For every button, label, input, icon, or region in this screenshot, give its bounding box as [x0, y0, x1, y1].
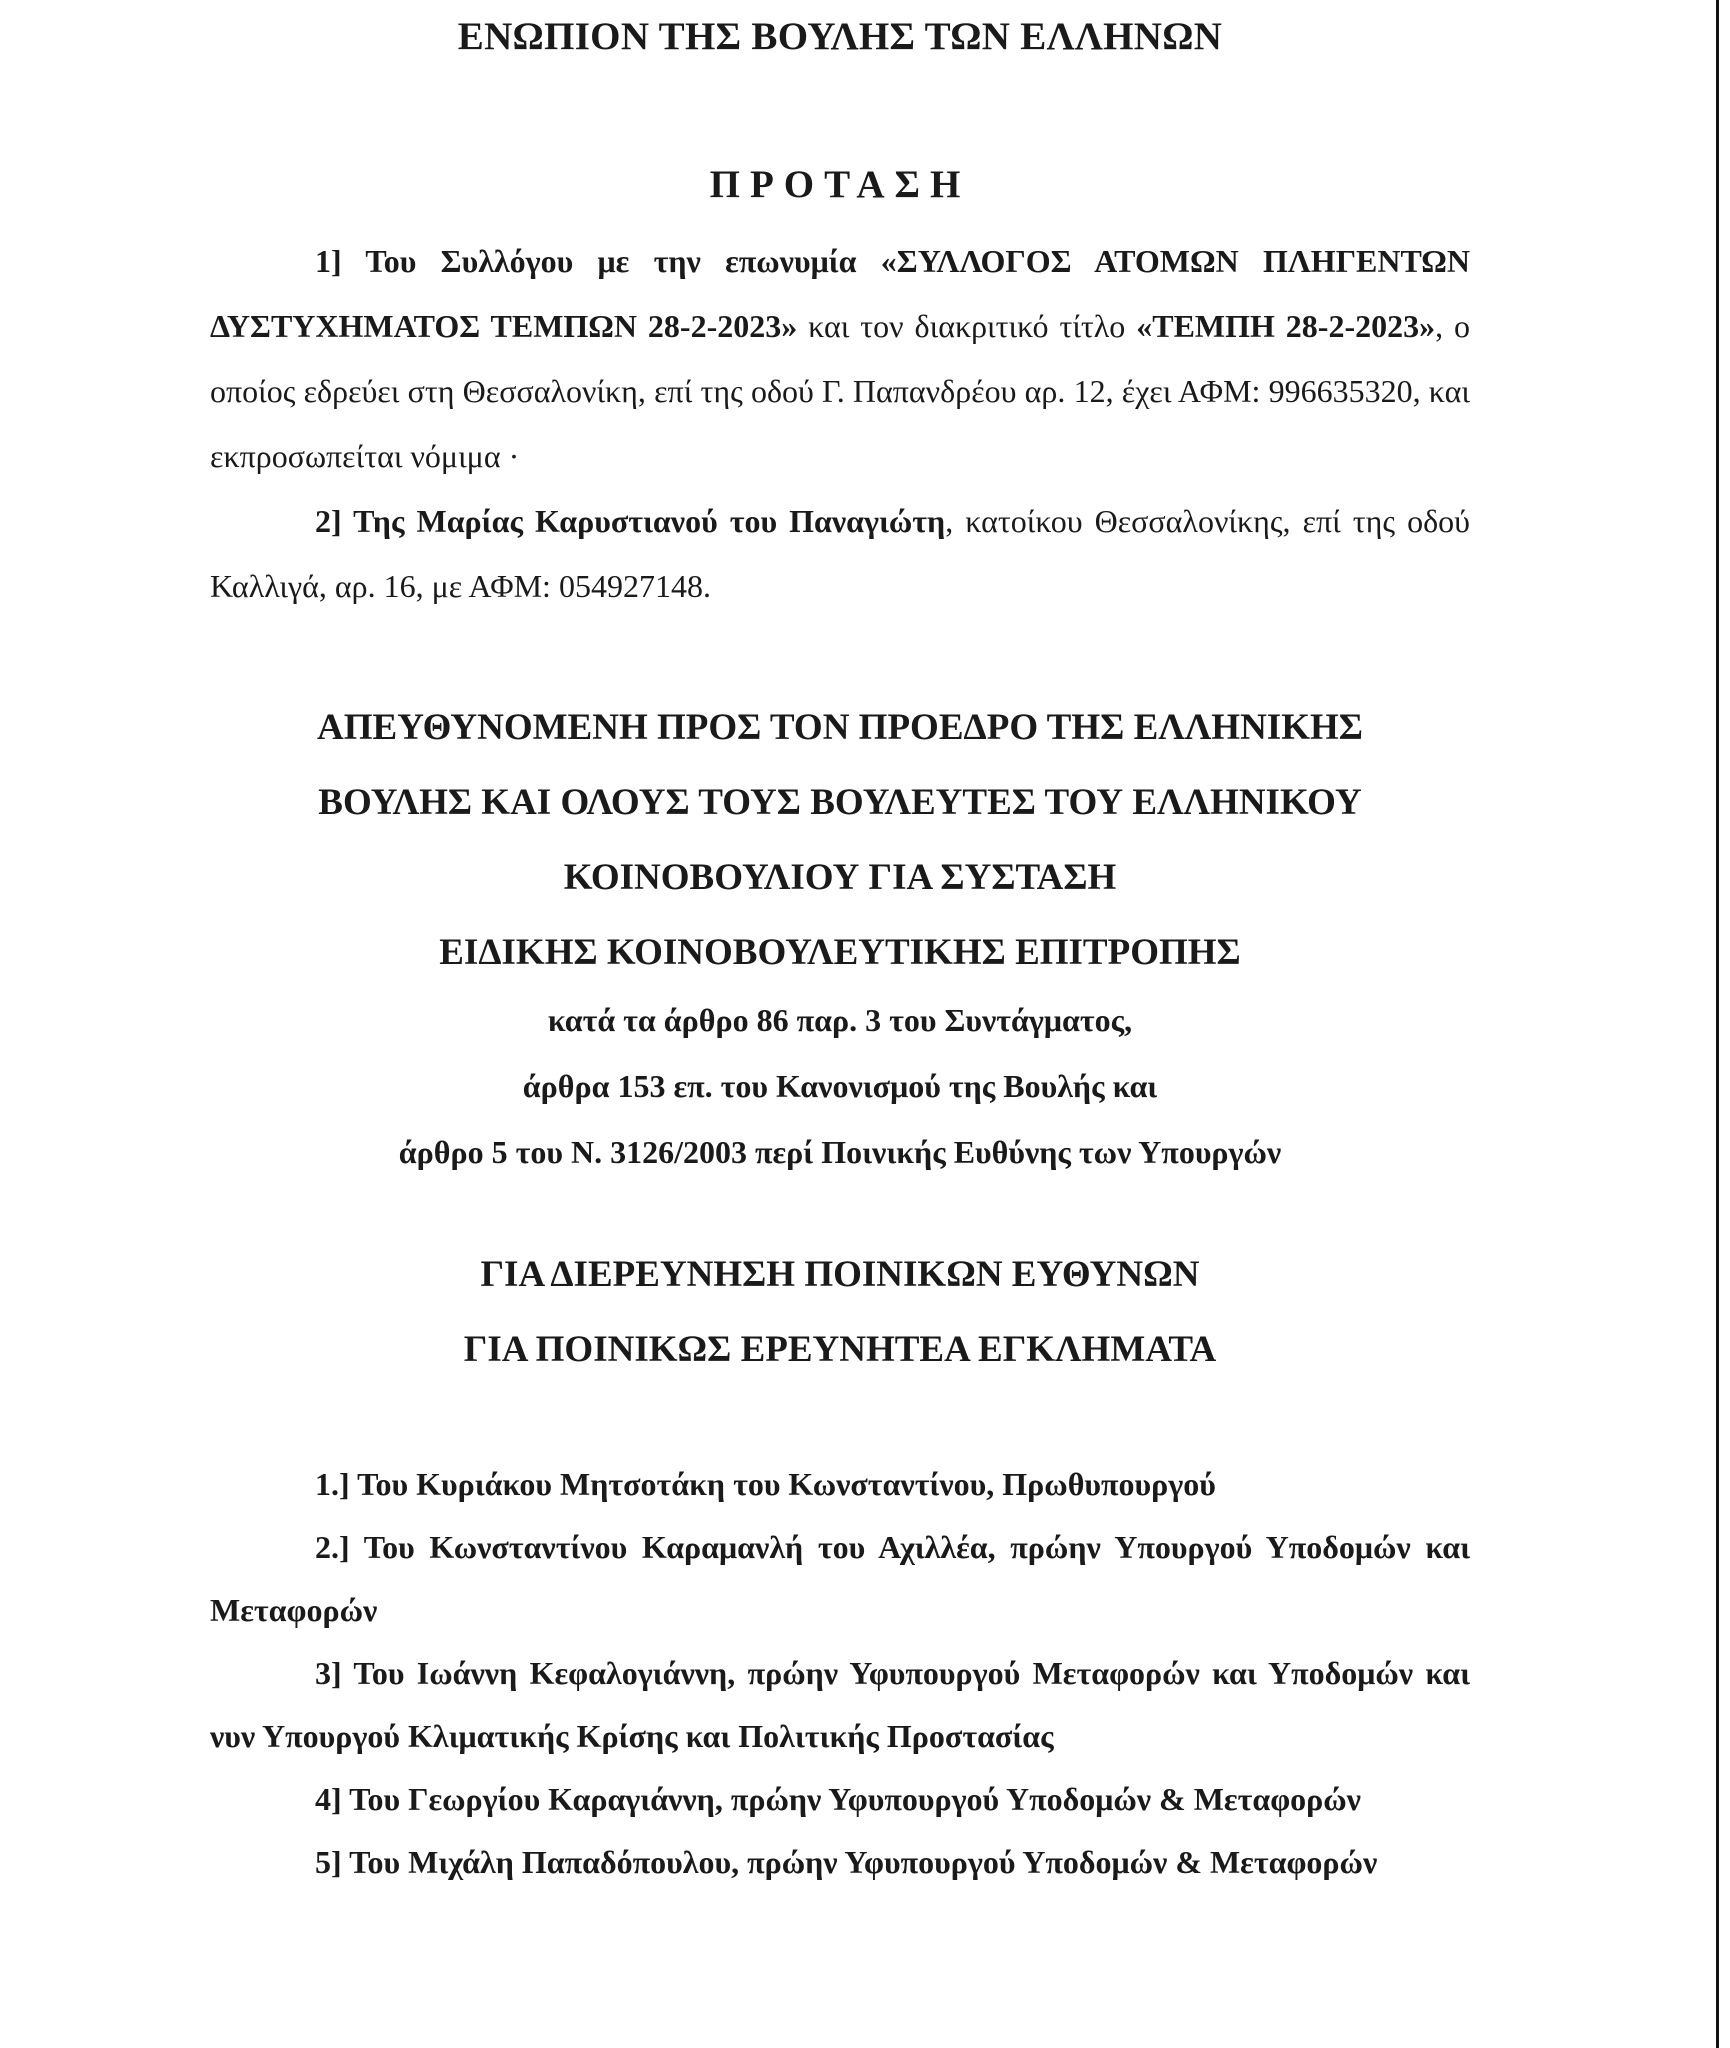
- petitioner-1-mid: και τον διακριτικό τίτλο: [797, 308, 1137, 344]
- petitioner-2: [210, 489, 1470, 619]
- petitioner-1-rest: , ο οποίος εδρεύει στη Θεσσαλονίκη, επί της οδού Γ. Παπανδρέου αρ. 12, έχει ΑΦΜ: 996635320, και εκπροσωπείται νόμιμα ·: [210, 308, 1471, 474]
- addressed-heading: [0, 690, 1680, 990]
- addressed-line-1: ΑΠΕΥΘΥΝΟΜΕΝΗ ΠΡΟΣ ΤΟΝ ΠΡΟΕΔΡΟ ΤΗΣ ΕΛΛΗΝΙΚΗΣ: [317, 707, 1363, 748]
- addressed-line-2: ΒΟΥΛΗΣ ΚΑΙ ΟΛΟΥΣ ΤΟΥΣ ΒΟΥΛΕΥΤΕΣ ΤΟΥ ΕΛΛΗΝΙΚΟΥ: [318, 782, 1362, 823]
- addressed-line-3: ΚΟΙΝΟΒΟΥΛΙΟΥ ΓΙΑ ΣΥΣΤΑΣΗ: [563, 857, 1117, 898]
- petitioner-1-short-name: «ΤΕΜΠΗ 28-2-2023»: [1136, 308, 1436, 344]
- page-edge-border: [1716, 0, 1719, 2048]
- list-item: 1.] Του Κυριάκου Μητσοτάκη του Κωνσταντίνου, Πρωθυπουργού: [315, 1466, 1216, 1502]
- petitioner-1-name: «ΣΥΛΛΟΓΟΣ ΑΤΟΜΩΝ ΠΛΗΓΕΝΤΩΝ ΔΥΣΤΥΧΗΜΑΤΟΣ ΤΕΜΠΩΝ 28-2-2023»: [210, 243, 1470, 344]
- petitioner-1: [210, 229, 1470, 489]
- legal-line-3: άρθρο 5 του Ν. 3126/2003 περί Ποινικής Ευθύνης των Υπουργών: [398, 1134, 1282, 1170]
- purpose-heading: [0, 1237, 1680, 1387]
- assembly-title: ΕΝΩΠΙΟΝ ΤΗΣ ΒΟΥΛΗΣ ΤΩΝ ΕΛΛΗΝΩΝ: [457, 15, 1223, 58]
- purpose-line-1: ΓΙΑ ΔΙΕΡΕΥΝΗΣΗ ΠΟΙΝΙΚΩΝ ΕΥΘΥΝΩΝ: [480, 1254, 1200, 1295]
- list-item: 4] Του Γεωργίου Καραγιάννη, πρώην Υφυπουργού Υποδομών & Μεταφορών: [315, 1781, 1361, 1817]
- addressed-line-4: ΕΙΔΙΚΗΣ ΚΟΙΝΟΒΟΥΛΕΥΤΙΚΗΣ ΕΠΙΤΡΟΠΗΣ: [439, 932, 1241, 973]
- legal-basis: [0, 987, 1680, 1185]
- proposal-title: ΠΡΟΤΑΣΗ: [709, 163, 971, 206]
- legal-line-1: κατά τα άρθρο 86 παρ. 3 του Συντάγματος,: [547, 1002, 1133, 1038]
- list-item: 2.] Του Κωνσταντίνου Καραμανλή του Αχιλλέα, πρώην Υπουργού Υποδομών και Μεταφορών: [210, 1529, 1470, 1628]
- purpose-line-2: ΓΙΑ ΠΟΙΝΙΚΩΣ ΕΡΕΥΝΗΤΕΑ ΕΓΚΛΗΜΑΤΑ: [463, 1329, 1217, 1370]
- persons-list: [210, 1453, 1470, 1894]
- list-item: 3] Του Ιωάννη Κεφαλογιάννη, πρώην Υφυπουργού Μεταφορών και Υποδομών και νυν Υπουργού Κλιματικής Κρίσης και Πολιτικής Προστασίας: [210, 1655, 1470, 1754]
- list-item: 5] Του Μιχάλη Παπαδόπουλου, πρώην Υφυπουργού Υποδομών & Μεταφορών: [315, 1844, 1378, 1880]
- petitioner-2-rest: , κατοίκου Θεσσαλονίκης, επί της οδού Καλλιγά, αρ. 16, με ΑΦΜ: 054927148.: [210, 503, 1471, 604]
- legal-line-2: άρθρα 153 επ. του Κανονισμού της Βουλής και: [522, 1068, 1158, 1104]
- petitioner-1-num: 1]: [315, 243, 342, 279]
- petitioner-2-name: 2] Της Μαρίας Καρυστιανού του Παναγιώτη: [315, 503, 946, 539]
- petitioner-1-intro: Του Συλλόγου με την επωνυμία: [341, 243, 881, 279]
